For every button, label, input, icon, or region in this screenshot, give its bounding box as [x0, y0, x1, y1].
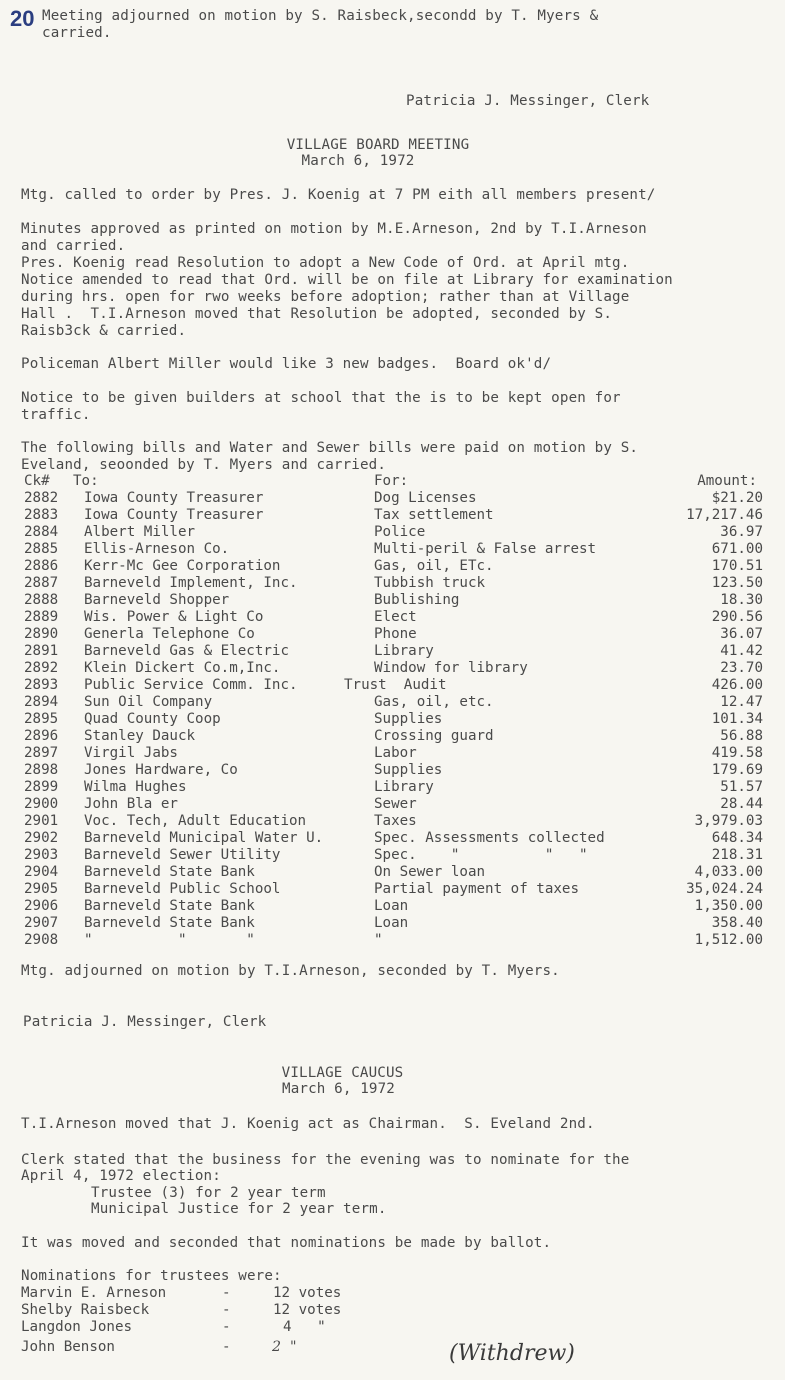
bill-check-number: 2890	[24, 626, 59, 642]
caucus-position: Municipal Justice for 2 year term.	[91, 1201, 387, 1217]
bill-payee: Virgil Jabs	[84, 745, 178, 761]
bill-payee: Barneveld Public School	[84, 881, 281, 897]
bill-check-number: 2906	[24, 898, 59, 914]
bill-payee: Voc. Tech, Adult Education	[84, 813, 307, 829]
nominee-dash: -	[222, 1302, 231, 1318]
bill-row	[0, 847, 785, 864]
bill-amount: 51.57	[720, 779, 763, 795]
bill-row	[0, 643, 785, 660]
bill-purpose: Library	[374, 643, 434, 659]
bill-amount: 218.31	[711, 847, 763, 863]
bill-row	[0, 881, 785, 898]
minutes-line: Notice amended to read that Ord. will be on file at Library for examination	[21, 272, 673, 288]
bill-payee: Albert Miller	[84, 524, 196, 540]
prev-clerk-signature: Patricia J. Messinger, Clerk	[406, 93, 650, 109]
nomination-row	[0, 1339, 785, 1356]
caucus-ballot-line: It was moved and seconded that nominations be made by ballot.	[21, 1235, 552, 1251]
bill-payee: Barneveld Municipal Water U.	[84, 830, 324, 846]
bill-row	[0, 898, 785, 915]
bill-payee: Barneveld Gas & Electric	[84, 643, 289, 659]
bill-purpose: Police	[374, 524, 426, 540]
bill-amount: 36.97	[720, 524, 763, 540]
bill-check-number: 2896	[24, 728, 59, 744]
bill-amount: 170.51	[711, 558, 763, 574]
board-meeting-date: March 6, 1972	[301, 153, 415, 169]
bill-payee: Barneveld Shopper	[84, 592, 230, 608]
bills-header-to: To:	[73, 473, 99, 489]
bills-intro-line: Eveland, seoonded by T. Myers and carried.	[21, 457, 387, 473]
bill-row	[0, 779, 785, 796]
bill-purpose: Loan	[374, 898, 409, 914]
nomination-row	[0, 1285, 785, 1302]
bill-amount: 419.58	[711, 745, 763, 761]
bill-purpose: Sewer	[374, 796, 417, 812]
bill-row	[0, 575, 785, 592]
nominations-header: Nominations for trustees were:	[21, 1268, 282, 1284]
bills-header	[0, 473, 785, 490]
bill-row	[0, 609, 785, 626]
bill-purpose: On Sewer loan	[374, 864, 486, 880]
bill-row	[0, 796, 785, 813]
bill-payee: Stanley Dauck	[84, 728, 196, 744]
bill-purpose: Phone	[374, 626, 417, 642]
bill-purpose: Gas, oil, ETc.	[374, 558, 494, 574]
bill-row	[0, 490, 785, 507]
bill-row	[0, 541, 785, 558]
bill-purpose: Gas, oil, etc.	[374, 694, 494, 710]
notice-line: traffic.	[21, 407, 91, 423]
bill-purpose: Spec. Assessments collected	[374, 830, 605, 846]
bill-purpose: Trust Audit	[344, 677, 447, 693]
bill-check-number: 2900	[24, 796, 59, 812]
bill-payee: Barneveld Implement, Inc.	[84, 575, 298, 591]
bill-amount: 4,033.00	[694, 864, 763, 880]
minutes-line: Pres. Koenig read Resolution to adopt a New Code of Ord. at April mtg.	[21, 255, 630, 271]
bill-row	[0, 711, 785, 728]
bill-amount: 426.00	[711, 677, 763, 693]
bill-check-number: 2888	[24, 592, 59, 608]
bill-check-number: 2891	[24, 643, 59, 659]
bill-purpose: Supplies	[374, 762, 443, 778]
bill-check-number: 2905	[24, 881, 59, 897]
bill-payee: Klein Dickert Co.m,Inc.	[84, 660, 281, 676]
bill-check-number: 2897	[24, 745, 59, 761]
bill-check-number: 2902	[24, 830, 59, 846]
bill-row	[0, 677, 785, 694]
bill-payee: Wilma Hughes	[84, 779, 187, 795]
call-to-order: Mtg. called to order by Pres. J. Koenig at 7 PM eith all members present/	[21, 187, 656, 203]
bill-purpose: Taxes	[374, 813, 417, 829]
bill-amount: 358.40	[711, 915, 763, 931]
bill-purpose: Partial payment of taxes	[374, 881, 579, 897]
bill-amount: 290.56	[711, 609, 763, 625]
nominee-name: Langdon Jones	[21, 1319, 133, 1335]
bill-purpose: Tax settlement	[374, 507, 494, 523]
minutes-line: during hrs. open for rwo weeks before adoption; rather than at Village	[21, 289, 630, 305]
bill-purpose: Loan	[374, 915, 409, 931]
bill-amount: 35,024.24	[686, 881, 763, 897]
bill-payee: Barneveld State Bank	[84, 898, 255, 914]
bill-row	[0, 915, 785, 932]
bill-row	[0, 660, 785, 677]
bill-check-number: 2894	[24, 694, 59, 710]
bill-check-number: 2898	[24, 762, 59, 778]
bill-amount: $21.20	[711, 490, 763, 506]
nominee-name: John Benson	[21, 1339, 115, 1355]
bill-payee: Barneveld State Bank	[84, 915, 255, 931]
caucus-business-line: April 4, 1972 election:	[21, 1168, 221, 1184]
bill-check-number: 2901	[24, 813, 59, 829]
bills-intro-line: The following bills and Water and Sewer bills were paid on motion by S.	[21, 440, 639, 456]
bill-amount: 123.50	[711, 575, 763, 591]
bill-amount: 41.42	[720, 643, 763, 659]
handwritten-note-text: (Withdrew)	[449, 1341, 575, 1366]
bill-check-number: 2882	[24, 490, 59, 506]
minutes-line: Raisb3ck & carried.	[21, 323, 187, 339]
nominee-dash: -	[222, 1319, 231, 1335]
bill-amount: 179.69	[711, 762, 763, 778]
bill-check-number: 2884	[24, 524, 59, 540]
bill-payee: Iowa County Treasurer	[84, 507, 264, 523]
nominee-dash: -	[222, 1285, 231, 1301]
nomination-row	[0, 1302, 785, 1319]
nominee-votes: 12 votes	[273, 1285, 342, 1301]
bill-amount: 1,350.00	[694, 898, 763, 914]
minutes-line: and carried.	[21, 238, 126, 254]
board-clerk-signature: Patricia J. Messinger, Clerk	[23, 1014, 267, 1030]
bill-row	[0, 745, 785, 762]
bill-check-number: 2886	[24, 558, 59, 574]
policeman-note: Policeman Albert Miller would like 3 new badges. Board ok'd/	[21, 356, 552, 372]
nomination-row	[0, 1319, 785, 1336]
bill-check-number: 2895	[24, 711, 59, 727]
nominee-votes: 2 "	[272, 1339, 297, 1355]
nominee-dash: -	[222, 1339, 231, 1355]
page-number: 20	[10, 6, 35, 31]
bill-check-number: 2889	[24, 609, 59, 625]
prev-adjourn-line-2: carried.	[42, 25, 112, 41]
nominee-votes: 4 "	[283, 1319, 326, 1335]
bill-amount: 3,979.03	[694, 813, 763, 829]
bill-row	[0, 626, 785, 643]
bill-payee: Jones Hardware, Co	[84, 762, 238, 778]
bill-payee: Iowa County Treasurer	[84, 490, 264, 506]
caucus-chairman-line: T.I.Arneson moved that J. Koenig act as Chairman. S. Eveland 2nd.	[21, 1116, 595, 1132]
bill-payee: " " "	[84, 932, 255, 948]
bill-row	[0, 830, 785, 847]
nominee-votes: 12 votes	[273, 1302, 342, 1318]
bill-amount: 648.34	[711, 830, 763, 846]
minutes-line: Hall . T.I.Arneson moved that Resolution be adopted, seconded by S.	[21, 306, 613, 322]
bill-amount: 12.47	[720, 694, 763, 710]
caucus-date: March 6, 1972	[282, 1081, 395, 1097]
bill-check-number: 2883	[24, 507, 59, 523]
bill-amount: 56.88	[720, 728, 763, 744]
bill-check-number: 2908	[24, 932, 59, 948]
bill-payee: Quad County Coop	[84, 711, 221, 727]
bill-amount: 1,512.00	[694, 932, 763, 948]
bill-row	[0, 507, 785, 524]
bill-check-number: 2907	[24, 915, 59, 931]
bill-purpose: "	[374, 932, 383, 948]
bill-amount: 17,217.46	[686, 507, 763, 523]
bill-row	[0, 762, 785, 779]
bills-header-ck: Ck#	[24, 473, 50, 489]
bill-payee: John Bla er	[84, 796, 178, 812]
bills-header-amount: Amount:	[697, 473, 757, 489]
bill-check-number: 2899	[24, 779, 59, 795]
bill-payee: Sun Oil Company	[84, 694, 213, 710]
minutes-line: Minutes approved as printed on motion by M.E.Arneson, 2nd by T.I.Arneson	[21, 221, 647, 237]
bill-check-number: 2892	[24, 660, 59, 676]
bill-check-number: 2904	[24, 864, 59, 880]
handwritten-withdrew-note	[447, 1328, 577, 1376]
bill-amount: 36.07	[720, 626, 763, 642]
bill-payee: Barneveld Sewer Utility	[84, 847, 281, 863]
bill-purpose: Spec. " " "	[374, 847, 588, 863]
board-adjourn: Mtg. adjourned on motion by T.I.Arneson, seconded by T. Myers.	[21, 963, 560, 979]
bill-purpose: Tubbish truck	[374, 575, 486, 591]
bill-payee: Public Service Comm. Inc.	[84, 677, 298, 693]
bill-row	[0, 864, 785, 881]
bill-purpose: Multi-peril & False arrest	[374, 541, 597, 557]
bill-row	[0, 558, 785, 575]
bill-purpose: Dog Licenses	[374, 490, 477, 506]
bill-check-number: 2893	[24, 677, 59, 693]
bill-purpose: Library	[374, 779, 434, 795]
bill-row	[0, 524, 785, 541]
bill-row	[0, 932, 785, 949]
bill-check-number: 2887	[24, 575, 59, 591]
nominee-name: Shelby Raisbeck	[21, 1302, 150, 1318]
bill-purpose: Supplies	[374, 711, 443, 727]
bill-row	[0, 694, 785, 711]
bill-payee: Wis. Power & Light Co	[84, 609, 264, 625]
bill-amount: 671.00	[711, 541, 763, 557]
board-meeting-title: VILLAGE BOARD MEETING	[286, 137, 470, 153]
bill-row	[0, 728, 785, 745]
bill-purpose: Window for library	[374, 660, 528, 676]
bill-purpose: Crossing guard	[374, 728, 494, 744]
bill-payee: Generla Telephone Co	[84, 626, 255, 642]
bill-row	[0, 813, 785, 830]
bill-purpose: Bublishing	[374, 592, 460, 608]
bill-amount: 28.44	[720, 796, 763, 812]
caucus-title: VILLAGE CAUCUS	[281, 1065, 404, 1081]
prev-adjourn-line-1: Meeting adjourned on motion by S. Raisbeck,secondd by T. Myers &	[42, 8, 599, 24]
bill-purpose: Elect	[374, 609, 417, 625]
bill-purpose: Labor	[374, 745, 417, 761]
bill-payee: Ellis-Arneson Co.	[84, 541, 230, 557]
bill-check-number: 2903	[24, 847, 59, 863]
caucus-position: Trustee (3) for 2 year term	[91, 1185, 326, 1201]
bill-row	[0, 592, 785, 609]
bills-header-for: For:	[374, 473, 409, 489]
caucus-business-line: Clerk stated that the business for the evening was to nominate for the	[21, 1152, 630, 1168]
bill-amount: 18.30	[720, 592, 763, 608]
nominee-name: Marvin E. Arneson	[21, 1285, 167, 1301]
bill-payee: Kerr-Mc Gee Corporation	[84, 558, 281, 574]
bill-payee: Barneveld State Bank	[84, 864, 255, 880]
bill-amount: 101.34	[711, 711, 763, 727]
bill-amount: 23.70	[720, 660, 763, 676]
bill-check-number: 2885	[24, 541, 59, 557]
notice-line: Notice to be given builders at school that the is to be kept open for	[21, 390, 621, 406]
